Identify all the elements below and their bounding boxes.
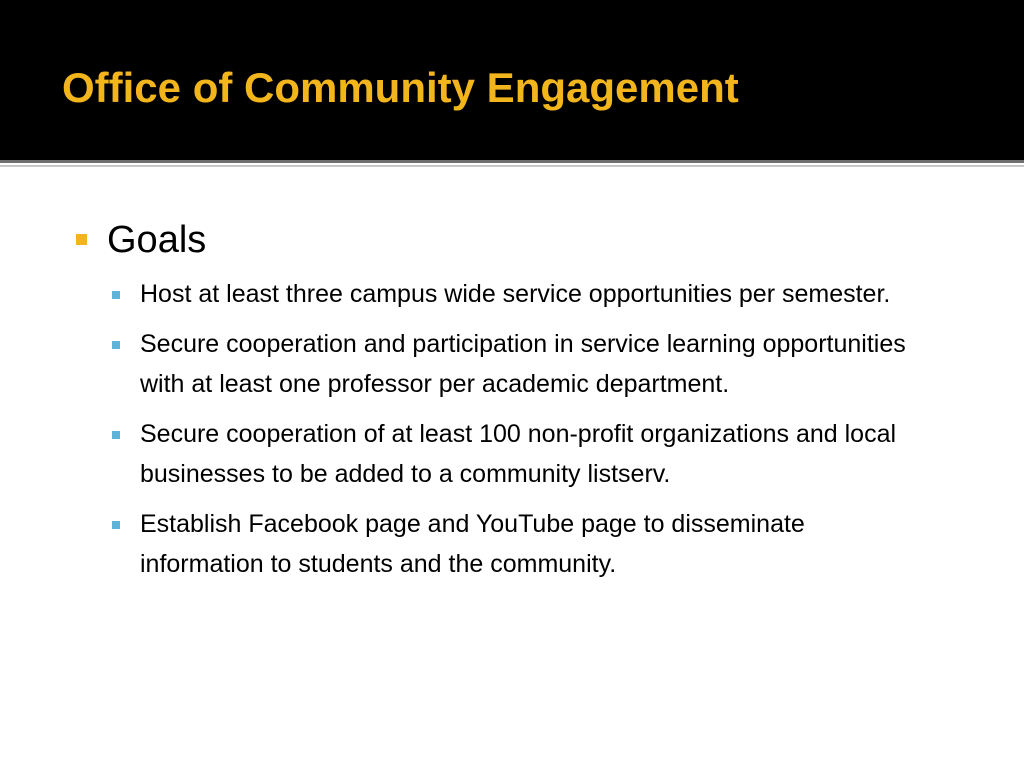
title-bar [0, 0, 1024, 160]
small-square-bullet-icon [112, 291, 120, 299]
goal-item [110, 504, 930, 584]
goal-text: Secure cooperation and participation in service learning opportunities with at least one professor per academic department. [140, 330, 906, 398]
goals-heading: Goals [107, 219, 207, 261]
goal-text: Host at least three campus wide service opportunities per semester. [140, 280, 891, 308]
goal-item [110, 324, 930, 404]
goals-list [76, 274, 976, 584]
goal-text: Establish Facebook page and YouTube page to disseminate information to students and the community. [140, 510, 805, 578]
small-square-bullet-icon [112, 431, 120, 439]
goals-heading-item [76, 214, 976, 266]
small-square-bullet-icon [112, 341, 120, 349]
small-square-bullet-icon [112, 521, 120, 529]
square-bullet-icon [76, 234, 87, 245]
slide-title: Office of Community Engagement [62, 64, 739, 111]
title-divider-light [0, 165, 1024, 167]
slide-content [76, 214, 976, 594]
goal-item [110, 274, 930, 314]
title-divider-dark [0, 160, 1024, 163]
goal-item [110, 414, 930, 494]
goal-text: Secure cooperation of at least 100 non-profit organizations and local businesses to be added to a community listserv. [140, 420, 897, 488]
